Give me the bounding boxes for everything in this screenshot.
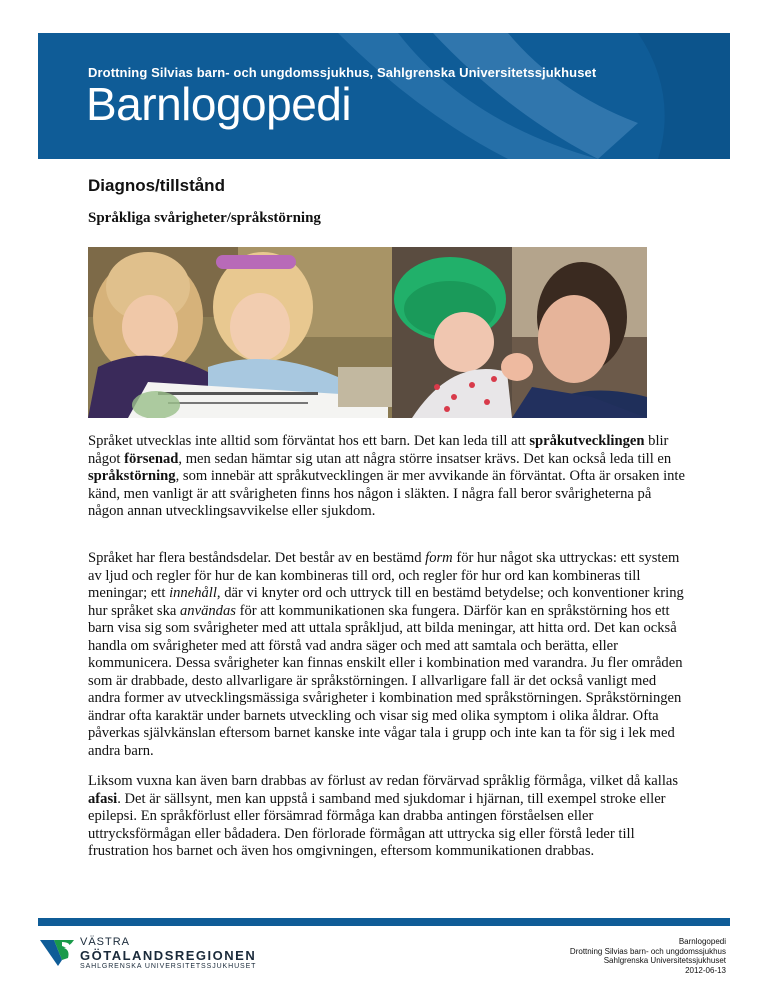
emphasis-term: försenad bbox=[124, 450, 179, 467]
footer-divider bbox=[38, 918, 730, 926]
page-title: Diagnos/tillstånd bbox=[88, 176, 225, 195]
footer-university-hospital: Sahlgrenska Universitetssjukhuset bbox=[603, 956, 726, 965]
italic-term: form bbox=[425, 550, 453, 566]
logo-line-2: GÖTALANDSREGIONEN bbox=[80, 948, 257, 963]
vgr-emblem-icon bbox=[40, 938, 76, 968]
hospital-name: Drottning Silvias barn- och ungdomssjukhus, Sahlgrenska Universitetssjukhuset bbox=[88, 65, 597, 80]
italic-term: innehåll bbox=[169, 585, 217, 601]
footer-hospital: Drottning Silvias barn- och ungdomssjukhus bbox=[569, 946, 726, 956]
footer-department: Barnlogopedi bbox=[678, 937, 726, 946]
department-title: Barnlogopedi bbox=[86, 78, 352, 130]
footer-date: 2012-06-13 bbox=[685, 965, 726, 975]
emphasis-term: språkutvecklingen bbox=[529, 433, 645, 449]
emphasis-term: språkstörning bbox=[88, 468, 176, 484]
logo-line-3: SAHLGRENSKA UNIVERSITETSSJUKHUSET bbox=[80, 963, 257, 970]
emphasis-term: afasi bbox=[88, 790, 118, 807]
logo-line-1: VÄSTRA bbox=[80, 936, 131, 948]
vgr-logo bbox=[40, 936, 257, 974]
paragraph-language-components: Språket har flera beståndsdelar. Det består av en bestämd form för hur något ska uttryckas: ett system av ljud och regler för hur de kan kombineras till ord, och regler för hur ord kan kombineras till meningar; ett innehåll, där vi knyter ord och uttryck till en bestämd betydelse; och konventioner kring hur språket ska användas för att kommunikationen ska fungera. Därför kan en språkstörning hos ett barn visa sig som svårigheter med att uttala språkljud, att bilda meningar, att hitta ord. Det kan också handla om svårigheter med att förstå vad andra säger och med att samtala och berätta, eller kommunicera. Dessa svårigheter kan finnas enskilt eller i kombination med varandra. Ju fler områden som är drabbade, desto allvarligare är språkstörningen. I allvarligare fall är det också vanligt med andra former av utvecklingsmässiga svårigheter i kombination med språkstörningen. Språkstörningen ändrar ofta karaktär under barnets utveckling och visar sig med olika symptom i olika åldrar. Ofta påverkas självkänslan eftersom barnet kanske inte vågar tala i grupp och inte kan ta för sig i lek med andra barn. bbox=[88, 550, 684, 759]
photo-child-and-father bbox=[392, 247, 647, 418]
italic-term: användas bbox=[180, 602, 236, 619]
paragraph-language-delay: Språket utvecklas inte alltid som förväntat hos ett barn. Det kan leda till att språkutvecklingen blir något försenad, men sedan hämtar sig utan att några större insatser krävs. Det kan också leda till en språkstörning, som innebär att språkutvecklingen är mer avvikande än förväntat. Ofta är orsaken inte känd, men vanligt är att svårigheten finns hos någon i släkten. I några fall beror svårigheterna på någon annan utvecklingsavvikelse eller sjukdom. bbox=[88, 433, 685, 519]
section-title: Språkliga svårigheter/språkstörning bbox=[88, 210, 321, 226]
paragraph-aphasia: Liksom vuxna kan även barn drabbas av förlust av redan förvärvad språklig förmåga, vilket då kallas afasi. Det är sällsynt, men kan uppstå i samband med sjukdomar i hjärnan, till exempel stroke eller epilepsi. En språkförlust eller försämrad förmåga kan drabba antingen förståelsen eller uttrycksförmågan eller bådadera. Den förlorade förmågan att uttrycka sig eller förstå leder till frustration hos barnet och även hos omgivningen, eftersom kommunikationen drabbas. bbox=[88, 773, 679, 859]
photo-girls-drawing bbox=[88, 247, 392, 418]
footer-info bbox=[570, 937, 726, 975]
header-banner bbox=[38, 33, 730, 159]
